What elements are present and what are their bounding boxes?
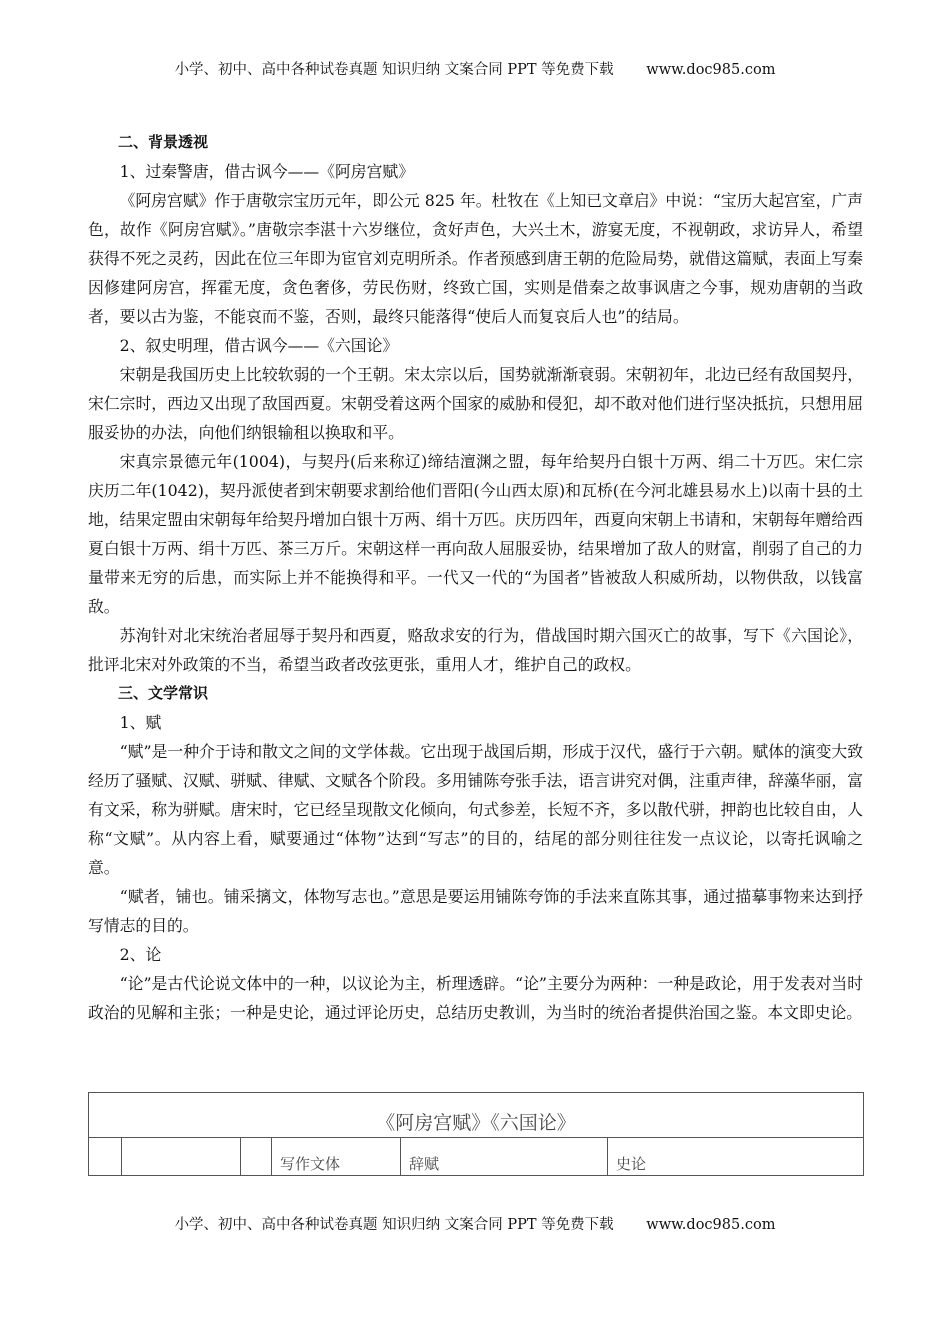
table-cell-empty — [241, 1138, 272, 1176]
table-title: 《阿房宫赋》《六国论》 — [89, 1093, 864, 1138]
table-cell-label: 写作文体 — [272, 1138, 401, 1176]
page-footer — [0, 1213, 950, 1234]
section-heading: 二、背景透视 — [118, 133, 209, 151]
header-text: 小学、初中、高中各种试卷真题 知识归纳 文案合同 PPT 等免费下载 — [174, 62, 614, 78]
section-heading: 三、文学常识 — [118, 684, 209, 702]
table-row — [89, 1138, 864, 1176]
subsection-heading: 2、叙史明理，借古讽今——《六国论》 — [119, 336, 399, 355]
paragraph: “赋者，铺也。铺采摛文，体物写志也。”意思是要运用铺陈夸饰的手法来直陈其事，通过描摹事物来达到抒写情志的目的。 — [88, 887, 863, 935]
paragraph: 宋朝是我国历史上比较软弱的一个王朝。宋太宗以后，国势就渐渐衰弱。宋朝初年，北边已经有敌国契丹，宋仁宗时，西边又出现了敌国西夏。宋朝受着这两个国家的威胁和侵犯，却不敢对他们进行坚决抵抗，只想用屈服妥协的办法，向他们纳银输租以换取和平。 — [88, 365, 863, 442]
table-cell-empty — [122, 1138, 241, 1176]
page-header — [0, 58, 950, 79]
paragraph: “赋”是一种介于诗和散文之间的文学体裁。它出现于战国后期，形成于汉代，盛行于六朝。赋体的演变大致经历了骚赋、汉赋、骈赋、律赋、文赋各个阶段。多用铺陈夸张手法，语言讲究对偶，注重声律，辞藻华丽，富有文采，称为骈赋。唐宋时，它已经呈现散文化倾向，句式参差，长短不齐，多以散代骈，押韵也比较自由，人称“文赋”。从内容上看，赋要通过“体物”达到“写志”的目的，结尾的部分则往往发一点议论，以寄托讽喻之意。 — [88, 742, 863, 877]
subsection-heading: 2、论 — [119, 945, 162, 964]
footer-text: 小学、初中、高中各种试卷真题 知识归纳 文案合同 PPT 等免费下载 — [174, 1217, 614, 1233]
subsection-heading: 1、过秦警唐，借古讽今——《阿房宫赋》 — [119, 162, 414, 181]
header-site: www.doc985.com — [646, 62, 776, 78]
paragraph: 苏洵针对北宋统治者屈辱于契丹和西夏，赂敌求安的行为，借战国时期六国灭亡的故事，写下《六国论》，批评北宋对外政策的不当，希望当政者改弦更张，重用人才，维护自己的政权。 — [88, 626, 863, 674]
table-cell: 史论 — [608, 1138, 864, 1176]
footer-site: www.doc985.com — [646, 1217, 776, 1233]
paragraph: 宋真宗景德元年(1004)，与契丹(后来称辽)缔结澶渊之盟，每年给契丹白银十万两、绢二十万匹。宋仁宗庆历二年(1042)，契丹派使者到宋朝要求割给他们晋阳(今山西太原)和瓦桥(在今河北雄县易水上)以南十县的土地，结果定盟由宋朝每年给契丹增加白银十万两、绢十万匹。庆历四年，西夏向宋朝上书请和，宋朝每年赠给西夏白银十万两、绢十万匹、茶三万斤。宋朝这样一再向敌人屈服妥协，结果增加了敌人的财富，削弱了自己的力量带来无穷的后患，而实际上并不能换得和平。一代又一代的“为国者”皆被敌人积威所劫，以物供敌，以钱富敌。 — [88, 452, 863, 616]
table-cell: 辞赋 — [401, 1138, 608, 1176]
table-cell-empty — [89, 1138, 122, 1176]
paragraph: 《阿房宫赋》作于唐敬宗宝历元年，即公元 825 年。杜牧在《上知已文章启》中说：“宝历大起宫室，广声色，故作《阿房宫赋》。”唐敬宗李湛十六岁继位，贪好声色，大兴土木，游宴无度，不视朝政，求访异人，希望获得不死之灵药，因此在位三年即为宦官刘克明所杀。作者预感到唐王朝的危险局势，就借这篇赋，表面上写秦因修建阿房宫，挥霍无度，贪色奢侈，劳民伤财，终致亡国，实则是借秦之故事讽唐之今事，规劝唐朝的当政者，要以古为鉴，不能哀而不鉴，否则，最终只能落得“使后人而复哀后人也”的结局。 — [88, 191, 863, 326]
document-body — [88, 128, 863, 1027]
subsection-heading: 1、赋 — [119, 713, 162, 732]
paragraph: “论”是古代论说文体中的一种，以议论为主，析理透辟。“论”主要分为两种：一种是政论，用于发表对当时政治的见解和主张；一种是史论，通过评论历史，总结历史教训，为当时的统治者提供治国之鉴。本文即史论。 — [88, 974, 863, 1022]
comparison-table — [88, 1092, 864, 1176]
